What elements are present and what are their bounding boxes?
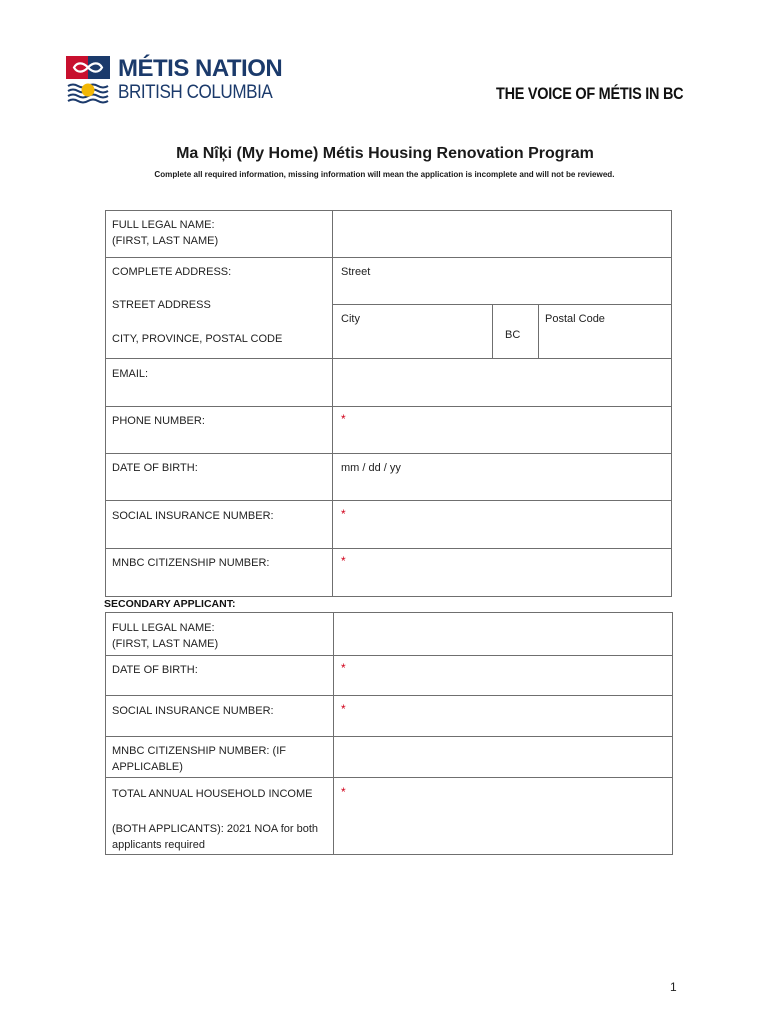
secondary-applicant-heading: SECONDARY APPLICANT: (104, 598, 236, 610)
city-field[interactable]: City (341, 313, 360, 325)
metis-nation-logo (66, 55, 283, 106)
mnbc-label: MNBC CITIZENSHIP NUMBER: (112, 557, 270, 569)
mnbc-field[interactable] (352, 549, 670, 595)
street-field[interactable]: Street (341, 266, 371, 278)
logo-title: MÉTIS NATION (118, 55, 283, 82)
phone-label: PHONE NUMBER: (112, 415, 205, 427)
table-divider (105, 257, 672, 258)
table-divider (332, 304, 672, 305)
income-note (112, 821, 318, 853)
sin-required-marker: * (341, 507, 346, 521)
table-border (671, 210, 672, 597)
secondary-full-name-line1: FULL LEGAL NAME: (112, 622, 215, 634)
table-border (105, 596, 672, 597)
secondary-mnbc-label (112, 743, 286, 775)
income-label: TOTAL ANNUAL HOUSEHOLD INCOME (112, 788, 313, 800)
secondary-sin-label: SOCIAL INSURANCE NUMBER: (112, 705, 274, 717)
secondary-mnbc-field[interactable] (334, 737, 671, 776)
secondary-sin-required-marker: * (341, 702, 346, 716)
table-border (672, 612, 673, 855)
email-label: EMAIL: (112, 368, 149, 380)
full-name-label-line2: (FIRST, LAST NAME) (112, 235, 219, 247)
sin-label: SOCIAL INSURANCE NUMBER: (112, 510, 274, 522)
table-border (105, 210, 106, 597)
instructions-text: Complete all required information, missing information will mean the application is incomplete and will not be reviewed. (154, 169, 615, 179)
secondary-mnbc-line1: MNBC CITIZENSHIP NUMBER: (IF (112, 745, 286, 757)
secondary-dob-label: DATE OF BIRTH: (112, 664, 198, 676)
secondary-dob-field[interactable] (352, 656, 670, 694)
secondary-sin-field[interactable] (352, 696, 670, 735)
secondary-full-name-field[interactable] (334, 613, 671, 654)
province-field[interactable]: BC (505, 329, 521, 341)
phone-required-marker: * (341, 412, 346, 426)
city-province-postal-label: CITY, PROVINCE, POSTAL CODE (112, 333, 283, 345)
tagline: THE VOICE OF MÉTIS IN BC (496, 84, 684, 103)
full-name-label (112, 217, 218, 249)
income-field[interactable] (352, 778, 670, 853)
income-required-marker: * (341, 785, 346, 799)
street-address-label: STREET ADDRESS (112, 299, 211, 311)
phone-field[interactable] (352, 407, 670, 452)
secondary-dob-required-marker: * (341, 661, 346, 675)
sin-field[interactable] (352, 501, 670, 547)
income-note-line2: applicants required (112, 839, 205, 851)
postal-code-field[interactable]: Postal Code (545, 313, 605, 325)
table-divider (538, 304, 539, 358)
dob-label: DATE OF BIRTH: (112, 462, 198, 474)
address-label: COMPLETE ADDRESS: (112, 266, 232, 278)
secondary-full-name-line2: (FIRST, LAST NAME) (112, 638, 219, 650)
secondary-full-name-label (112, 620, 218, 652)
table-divider (492, 304, 493, 358)
metis-flag-icon (66, 56, 110, 104)
table-border (105, 612, 106, 855)
table-divider (105, 453, 672, 454)
mnbc-required-marker: * (341, 554, 346, 568)
email-field[interactable] (333, 359, 671, 405)
secondary-mnbc-line2: APPLICABLE) (112, 761, 183, 773)
page-number: 1 (670, 980, 677, 994)
table-border (105, 854, 673, 855)
logo-subtitle: BRITISH COLUMBIA (118, 82, 273, 103)
dob-field[interactable]: mm / dd / yy (341, 462, 401, 474)
full-name-field[interactable] (333, 211, 671, 256)
full-name-label-line1: FULL LEGAL NAME: (112, 219, 215, 231)
income-note-line1: (BOTH APPLICANTS): 2021 NOA for both (112, 823, 319, 835)
page-title: Ma Nîķi (My Home) Métis Housing Renovation Program (176, 145, 594, 162)
